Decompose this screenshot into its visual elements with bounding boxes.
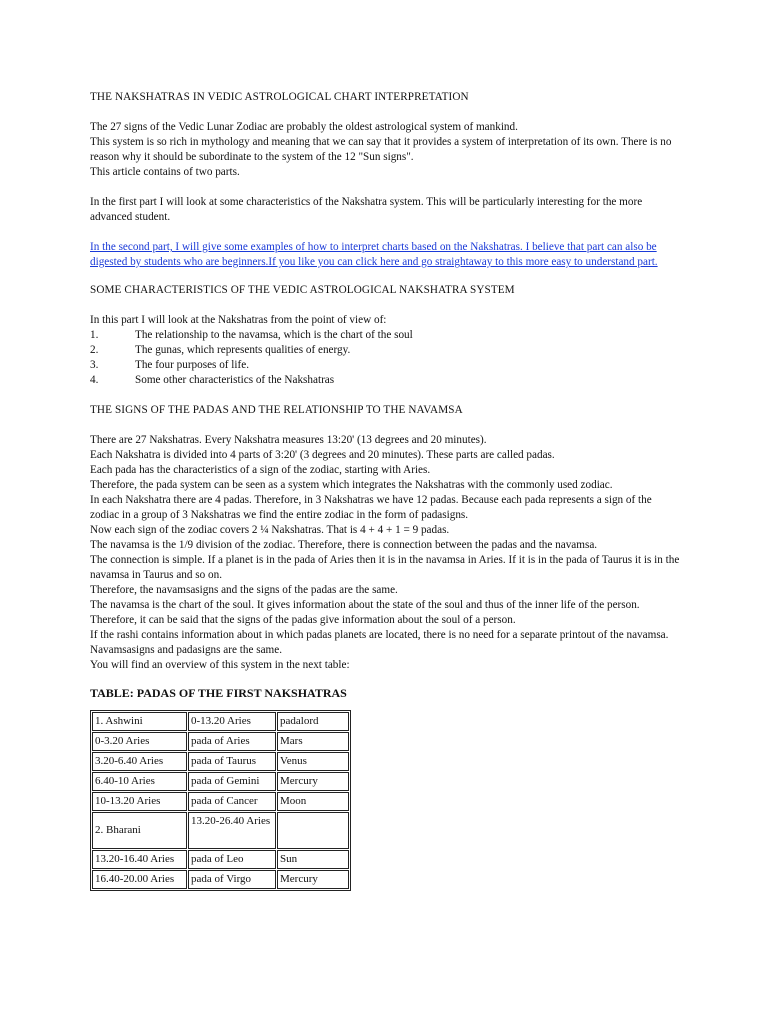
table-row bbox=[92, 870, 349, 889]
table-cell: 3.20-6.40 Aries bbox=[92, 752, 187, 771]
first-part-paragraph: In the first part I will look at some characteristics of the Nakshatra system. This will be particularly interesting for the more advanced student. bbox=[90, 196, 643, 223]
body-line: The navamsa is the 1/9 division of the zodiac. Therefore, there is connection between the padas and the navamsa. bbox=[90, 539, 598, 551]
table-cell: 10-13.20 Aries bbox=[92, 792, 187, 811]
table-cell: 13.20-16.40 Aries bbox=[92, 850, 187, 869]
intro-line: This system is so rich in mythology and meaning that we can say that it provides a system of interpretation of its own. There is no reason why it should be subordinate to the system of the 12 "Sun signs". bbox=[90, 136, 672, 163]
table-cell: Mars bbox=[277, 732, 349, 751]
table-row bbox=[92, 850, 349, 869]
table-cell: pada of Aries bbox=[188, 732, 276, 751]
body-line: If the rashi contains information about in which padas planets are located, there is no need for a separate printout of the navamsa. Navamsasigns and padasigns are the same. bbox=[90, 629, 669, 656]
table-cell: 2. Bharani bbox=[92, 812, 187, 849]
list-item bbox=[90, 343, 680, 358]
table-cell: pada of Gemini bbox=[188, 772, 276, 791]
body-line: The connection is simple. If a planet is in the pada of Aries then it is in the navamsa in Aries. If it is in the pada of Taurus it is in the navamsa in Taurus and so on. bbox=[90, 554, 680, 581]
table-cell: Moon bbox=[277, 792, 349, 811]
table-cell: pada of Taurus bbox=[188, 752, 276, 771]
table-cell: pada of Virgo bbox=[188, 870, 276, 889]
table-cell: 13.20-26.40 Aries bbox=[188, 812, 276, 849]
section-heading-characteristics: SOME CHARACTERISTICS OF THE VEDIC ASTROLOGICAL NAKSHATRA SYSTEM bbox=[90, 284, 515, 296]
table-cell: padalord bbox=[277, 712, 349, 731]
padas-table bbox=[90, 710, 351, 891]
section-lead: In this part I will look at the Nakshatras from the point of view of: bbox=[90, 314, 387, 326]
table-cell: 0-3.20 Aries bbox=[92, 732, 187, 751]
body-line: You will find an overview of this system in the next table: bbox=[90, 659, 350, 671]
table-cell: Mercury bbox=[277, 870, 349, 889]
list-text: The four purposes of life. bbox=[135, 359, 250, 371]
table-cell bbox=[277, 812, 349, 849]
table-cell: 16.40-20.00 Aries bbox=[92, 870, 187, 889]
body-line: Each Nakshatra is divided into 4 parts of 3:20' (3 degrees and 20 minutes). These parts are called padas. bbox=[90, 449, 555, 461]
body-line: There are 27 Nakshatras. Every Nakshatra measures 13:20' (13 degrees and 20 minutes). bbox=[90, 434, 487, 446]
table-cell: 6.40-10 Aries bbox=[92, 772, 187, 791]
list-number: 2. bbox=[90, 344, 99, 356]
list-text: Some other characteristics of the Nakshatras bbox=[135, 374, 335, 386]
table-row bbox=[92, 752, 349, 771]
table-cell: Venus bbox=[277, 752, 349, 771]
table-cell: 1. Ashwini bbox=[92, 712, 187, 731]
body-line: In each Nakshatra there are 4 padas. Therefore, in 3 Nakshatras we have 12 padas. Because each pada represents a sign of the zodiac in a group of 3 Nakshatras we find the entire zodiac in the form of padasigns. bbox=[90, 494, 652, 521]
section-heading-padas: THE SIGNS OF THE PADAS AND THE RELATIONSHIP TO THE NAVAMSA bbox=[90, 404, 463, 416]
list-number: 3. bbox=[90, 359, 99, 371]
list-item bbox=[90, 358, 680, 373]
list-text: The gunas, which represents qualities of energy. bbox=[135, 344, 351, 356]
body-line: Now each sign of the zodiac covers 2 ¼ Nakshatras. That is 4 + 4 + 1 = 9 padas. bbox=[90, 524, 450, 536]
table-row bbox=[92, 732, 349, 751]
table-cell: pada of Leo bbox=[188, 850, 276, 869]
body-line: Therefore, the navamsasigns and the signs of the padas are the same. bbox=[90, 584, 398, 596]
table-row bbox=[92, 712, 349, 731]
document-body bbox=[90, 90, 680, 891]
list-number: 4. bbox=[90, 374, 99, 386]
intro-line: The 27 signs of the Vedic Lunar Zodiac are probably the oldest astrological system of mankind. bbox=[90, 121, 518, 133]
body-line: Therefore, it can be said that the signs of the padas give information about the soul of a person. bbox=[90, 614, 516, 626]
table-cell: Sun bbox=[277, 850, 349, 869]
table-row bbox=[92, 772, 349, 791]
document-title: THE NAKSHATRAS IN VEDIC ASTROLOGICAL CHART INTERPRETATION bbox=[90, 91, 469, 103]
table-cell: pada of Cancer bbox=[188, 792, 276, 811]
list-item bbox=[90, 328, 680, 343]
list-number: 1. bbox=[90, 329, 99, 341]
intro-line: This article contains of two parts. bbox=[90, 166, 240, 178]
table-row bbox=[92, 792, 349, 811]
table-cell: Mercury bbox=[277, 772, 349, 791]
body-line: Each pada has the characteristics of a sign of the zodiac, starting with Aries. bbox=[90, 464, 431, 476]
list-item bbox=[90, 373, 680, 388]
table-row bbox=[92, 812, 349, 849]
second-part-link[interactable]: In the second part, I will give some examples of how to interpret charts based on the Nakshatras. I believe that part can also be digested by students who are beginners.If you like you can click here and go straightaway to this more easy to understand part. bbox=[90, 241, 658, 268]
table-cell: 0-13.20 Aries bbox=[188, 712, 276, 731]
list-text: The relationship to the navamsa, which is the chart of the soul bbox=[135, 329, 413, 341]
body-line: Therefore, the pada system can be seen as a system which integrates the Nakshatras with the commonly used zodiac. bbox=[90, 479, 613, 491]
table-title: TABLE: PADAS OF THE FIRST NAKSHATRAS bbox=[90, 686, 347, 700]
body-line: The navamsa is the chart of the soul. It gives information about the state of the soul and thus of the inner life of the person. bbox=[90, 599, 640, 611]
